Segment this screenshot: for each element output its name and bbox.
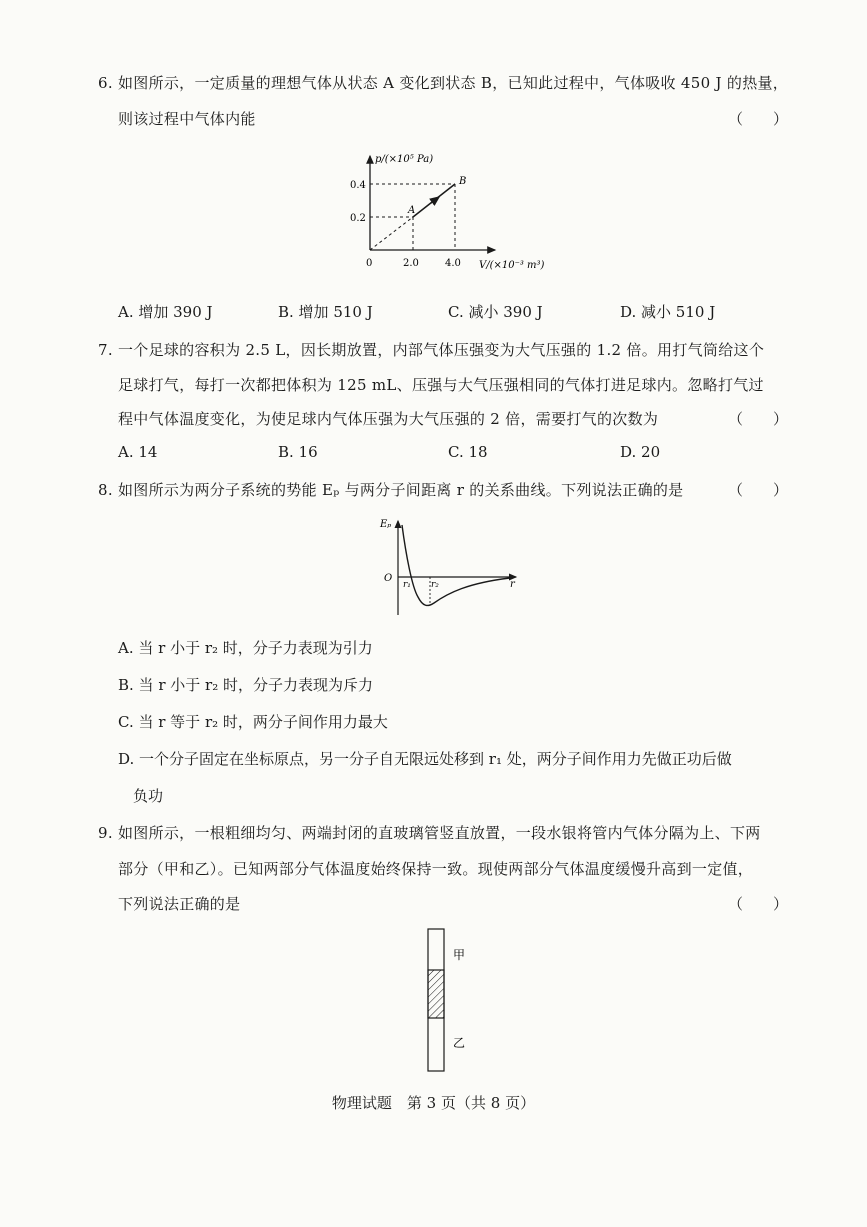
q8-y-axis-label: Eₚ	[380, 519, 392, 530]
q6-stem-line2: 则该过程中气体内能	[118, 110, 256, 128]
q9-stem-line1: 9. 如图所示，一根粗细均匀、两端封闭的直玻璃管竖直放置，一段水银将管内气体分隔为上、下两	[98, 824, 761, 842]
q7-stem-line2: 足球打气，每打一次都把体积为 125 mL、压强与大气压强相同的气体打进足球内。忽略打气过	[118, 376, 764, 394]
q6-option-a: A. 增加 390 J	[118, 303, 213, 321]
q6-y-axis-label: p/(×10⁵ Pa)	[375, 154, 434, 165]
page-footer: 物理试题 第 3 页（共 8 页）	[331, 1094, 536, 1112]
q8-r2-label: r₂	[431, 580, 439, 590]
q6-option-b: B. 增加 510 J	[278, 303, 373, 321]
q7-option-d: D. 20	[620, 443, 661, 461]
q9-lower-gas-label: 乙	[453, 1036, 466, 1050]
q7-answer-paren: （ ）	[728, 410, 789, 428]
q8-ep-curve	[402, 525, 510, 605]
q8-option-a: A. 当 r 小于 r₂ 时，分子力表现为引力	[118, 639, 373, 657]
q8-x-axis-label: r	[510, 579, 515, 590]
q6-y-tick-02: 0.2	[350, 213, 366, 224]
q6-pv-diagram	[335, 148, 555, 278]
q6-answer-paren: （ ）	[728, 110, 789, 128]
q7-stem-line3: 程中气体温度变化，为使足球内气体压强为大气压强的 2 倍，需要打气的次数为	[118, 410, 659, 428]
q9-glass-tube-figure	[415, 925, 485, 1075]
q6-x-axis-label: V/(×10⁻³ m³)	[479, 260, 545, 271]
q8-r1-label: r₁	[403, 580, 411, 590]
q9-upper-gas-label: 甲	[453, 948, 466, 962]
q9-stem-line2: 部分（甲和乙）。已知两部分气体温度始终保持一致。现使两部分气体温度缓慢升高到一定值，	[118, 860, 754, 878]
q8-stem: 8. 如图所示为两分子系统的势能 Eₚ 与两分子间距离 r 的关系曲线。下列说法正确的是	[98, 481, 684, 499]
q6-origin-label: 0	[366, 258, 373, 269]
q7-option-c: C. 18	[448, 443, 488, 461]
q6-stem-line1: 6. 如图所示，一定质量的理想气体从状态 A 变化到状态 B，已知此过程中，气体吸收 450 J 的热量，	[98, 74, 789, 92]
q8-option-d-line1: D. 一个分子固定在坐标原点，另一分子自无限远处移到 r₁ 处，两分子间作用力先做正功后做	[118, 750, 732, 768]
q8-option-c: C. 当 r 等于 r₂ 时，两分子间作用力最大	[118, 713, 388, 731]
q7-stem-line1: 7. 一个足球的容积为 2.5 L，因长期放置，内部气体压强变为大气压强的 1.2 倍。用打气筒给这个	[98, 341, 765, 359]
q7-option-b: B. 16	[278, 443, 318, 461]
q6-x-tick-40: 4.0	[445, 258, 461, 269]
q6-point-b: B	[459, 176, 467, 187]
q8-origin-label: O	[384, 573, 393, 584]
q8-option-d-line2: 负功	[133, 787, 164, 805]
q6-option-d: D. 减小 510 J	[620, 303, 716, 321]
q8-option-b: B. 当 r 小于 r₂ 时，分子力表现为斥力	[118, 676, 373, 694]
q9-mercury-column	[428, 970, 444, 1018]
q6-point-a: A	[408, 205, 416, 216]
q7-option-a: A. 14	[118, 443, 158, 461]
q6-y-tick-04: 0.4	[350, 180, 366, 191]
q6-x-tick-20: 2.0	[403, 258, 419, 269]
q9-stem-line3: 下列说法正确的是	[118, 895, 241, 913]
q8-potential-energy-curve	[370, 515, 530, 620]
q8-answer-paren: （ ）	[728, 481, 789, 499]
q6-option-c: C. 减小 390 J	[448, 303, 543, 321]
q9-answer-paren: （ ）	[728, 895, 789, 913]
